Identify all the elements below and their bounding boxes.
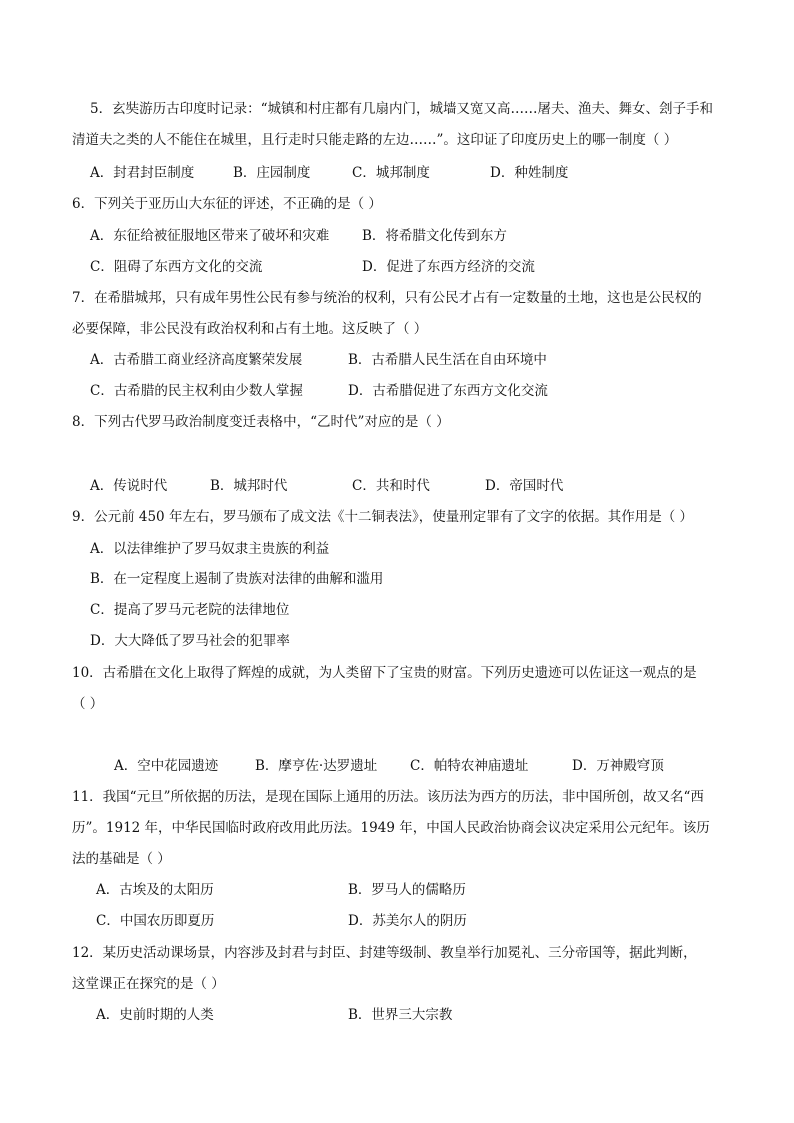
q12-stem-line1: 12．某历史活动课场景，内容涉及封君与封臣、封建等级制、教皇举行加冕礼、三分帝国等，据此判断，	[72, 945, 697, 961]
q9-stem-line1: 9．公元前 450 年左右，罗马颁布了成文法《十二铜表法》，使量刑定罪有了文字的依据。其作用是（ ）	[72, 509, 693, 525]
q10-stem-line1: 10．古希腊在文化上取得了辉煌的成就，为人类留下了宝贵的财富。下列历史遗迹可以佐证这一观点的是	[72, 665, 697, 681]
q11-stem-line2: 历”。1912 年，中华民国临时政府改用此历法。1949 年，中国人民政治协商会议决定采用公元纪年。该历	[72, 820, 710, 836]
q8-option-a: A．传说时代	[90, 478, 168, 494]
q6-option-d: D．促进了东西方经济的交流	[362, 259, 535, 275]
q5-option-d: D．种姓制度	[490, 165, 569, 181]
q10-option-d: D．万神殿穹顶	[572, 758, 664, 774]
q8-option-b: B．城邦时代	[210, 478, 288, 494]
q10-stem-line2: （ ）	[72, 696, 104, 712]
q6-stem-line1: 6．下列关于亚历山大东征的评述，不正确的是（ ）	[72, 196, 382, 212]
q8-option-d: D．帝国时代	[485, 478, 564, 494]
q7-option-c: C．古希腊的民主权利由少数人掌握	[90, 383, 303, 399]
q9-option-b: B．在一定程度上遏制了贵族对法律的曲解和滥用	[90, 571, 384, 587]
q5-option-b: B．庄园制度	[233, 165, 311, 181]
q5-option-a: A．封君封臣制度	[90, 165, 195, 181]
q10-option-a: A．空中花园遗迹	[114, 758, 219, 774]
q9-option-c: C．提高了罗马元老院的法律地位	[90, 602, 290, 618]
q5-option-c: C．城邦制度	[352, 165, 430, 181]
q8-stem-line1: 8．下列古代罗马政治制度变迁表格中，“乙时代”对应的是（ ）	[72, 414, 450, 430]
q12-option-a: A．史前时期的人类	[96, 1007, 214, 1023]
q11-option-b: B．罗马人的儒略历	[348, 882, 466, 898]
q7-stem-line1: 7．在希腊城邦，只有成年男性公民有参与统治的权利，只有公民才占有一定数量的土地，这也是公民权的	[72, 290, 702, 306]
q5-stem-line2: 清道夫之类的人不能住在城里，且行走时只能走路的左边……”。这印证了印度历史上的哪一制度（ ）	[72, 132, 678, 148]
q7-option-d: D．古希腊促进了东西方文化交流	[348, 383, 548, 399]
q6-option-c: C．阻碍了东西方文化的交流	[90, 259, 263, 275]
q11-option-a: A．古埃及的太阳历	[96, 882, 214, 898]
q6-option-a: A．东征给被征服地区带来了破坏和灾难	[90, 228, 330, 244]
q9-option-d: D．大大降低了罗马社会的犯罪率	[90, 633, 290, 649]
q11-option-c: C．中国农历即夏历	[96, 913, 215, 929]
q11-stem-line1: 11．我国“元旦”所依据的历法，是现在国际上通用的历法。该历法为西方的历法，非中国所创，故又名“西	[72, 789, 704, 805]
q5-stem-line1: 5．玄奘游历古印度时记录：“城镇和村庄都有几扇内门，城墙又宽又高……屠夫、渔夫、舞女、刽子手和	[90, 101, 713, 117]
q12-stem-line2: 这堂课正在探究的是（ ）	[72, 976, 225, 992]
q10-option-c: C．帕特农神庙遗址	[410, 758, 529, 774]
q7-option-a: A．古希腊工商业经济高度繁荣发展	[90, 352, 303, 368]
q7-stem-line2: 必要保障，非公民没有政治权利和占有土地。这反映了（ ）	[72, 321, 428, 337]
q12-option-b: B．世界三大宗教	[348, 1007, 453, 1023]
q7-option-b: B．古希腊人民生活在自由环境中	[348, 352, 547, 368]
q9-option-a: A．以法律维护了罗马奴隶主贵族的利益	[90, 541, 330, 557]
q6-option-b: B．将希腊文化传到东方	[362, 228, 507, 244]
q11-stem-line3: 法的基础是（ ）	[72, 851, 171, 867]
q8-option-c: C．共和时代	[352, 478, 430, 494]
q11-option-d: D．苏美尔人的阴历	[348, 913, 467, 929]
q10-option-b: B．摩亨佐·达罗遗址	[255, 758, 378, 774]
